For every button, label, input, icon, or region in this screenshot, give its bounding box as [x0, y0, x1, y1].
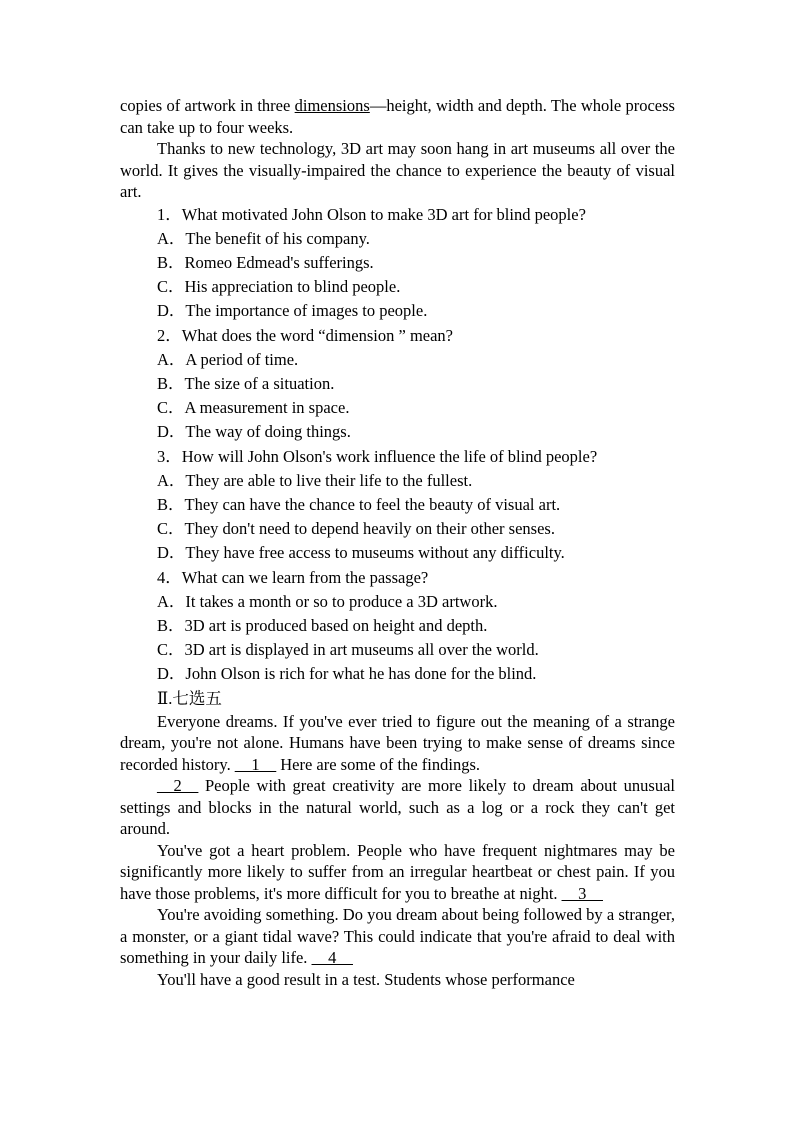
- question-4: [120, 566, 675, 687]
- answer-option: A．It takes a month or so to produce a 3D artwork.: [157, 591, 498, 611]
- text-fragment: Here are some of the findings.: [276, 754, 480, 774]
- passage2-paragraph-1: [120, 711, 675, 776]
- answer-option: B．The size of a situation.: [157, 373, 335, 393]
- question-1: [120, 203, 675, 324]
- answer-option: D．They have free access to museums without any difficulty.: [157, 543, 565, 563]
- question-stem: 2．What does the word “dimension ” mean?: [157, 325, 453, 345]
- answer-option: B．3D art is produced based on height and depth.: [157, 615, 488, 635]
- text-fragment: copies of artwork in three: [120, 96, 295, 115]
- blank-3: __3__: [561, 883, 603, 903]
- passage2-paragraph-5: You'll have a good result in a test. Students whose performance: [157, 969, 575, 989]
- text-fragment: People with great creativity are more likely to dream about unusual settings and blocks in the natural world, such as a log or a rock they can't get around.: [120, 776, 675, 839]
- answer-option: A．A period of time.: [157, 349, 299, 369]
- question-3: [120, 445, 675, 566]
- passage2-paragraph-4: [120, 904, 675, 969]
- underlined-word: dimensions: [294, 96, 370, 115]
- answer-option: D．The way of doing things.: [157, 422, 351, 442]
- answer-option: B．Romeo Edmead's sufferings.: [157, 252, 374, 272]
- answer-option: D．John Olson is rich for what he has done for the blind.: [157, 664, 537, 684]
- answer-option: B．They can have the chance to feel the beauty of visual art.: [157, 494, 561, 514]
- answer-option: C．A measurement in space.: [157, 398, 350, 418]
- answer-option: C．His appreciation to blind people.: [157, 277, 401, 297]
- passage-paragraph: Thanks to new technology, 3D art may soon hang in art museums all over the world. It gives the visually-impaired the chance to experience the beauty of visual art.: [120, 139, 675, 201]
- answer-option: D．The importance of images to people.: [157, 301, 428, 321]
- answer-option: C．3D art is displayed in art museums all over the world.: [157, 640, 539, 660]
- question-stem: 3．How will John Olson's work influence the life of blind people?: [157, 446, 598, 466]
- section-title: Ⅱ.七选五: [157, 688, 222, 708]
- question-2: [120, 324, 675, 445]
- text-fragment: —height, width and depth. The whole process can take up to four weeks.: [120, 96, 675, 137]
- text-fragment: Everyone dreams. If you've ever tried to figure out the meaning of a strange dream, you're not alone. Humans have been trying to make sense of dreams since recorded history.: [120, 711, 675, 774]
- answer-option: A．The benefit of his company.: [157, 228, 370, 248]
- passage2-paragraph-2: [120, 775, 675, 840]
- answer-option: A．They are able to live their life to the fullest.: [157, 470, 473, 490]
- text-fragment: You've got a heart problem. People who have frequent nightmares may be significantly more likely to suffer from an irregular heartbeat or chest pain. If you have those problems, it's more difficult for you to breathe at night.: [120, 840, 675, 903]
- question-stem: 4．What can we learn from the passage?: [157, 567, 429, 587]
- blank-2: __2__: [157, 776, 199, 796]
- document-page: [120, 95, 675, 990]
- question-stem: 1．What motivated John Olson to make 3D art for blind people?: [157, 204, 586, 224]
- answer-option: C．They don't need to depend heavily on their other senses.: [157, 519, 555, 539]
- text-fragment: You're avoiding something. Do you dream about being followed by a stranger, a monster, or a giant tidal wave? This could indicate that you're afraid to deal with something in your daily life.: [120, 905, 675, 968]
- blank-4: __4__: [311, 948, 353, 968]
- passage-continuation: [120, 95, 675, 138]
- passage2-paragraph-3: [120, 840, 675, 905]
- blank-1: __1__: [234, 754, 277, 774]
